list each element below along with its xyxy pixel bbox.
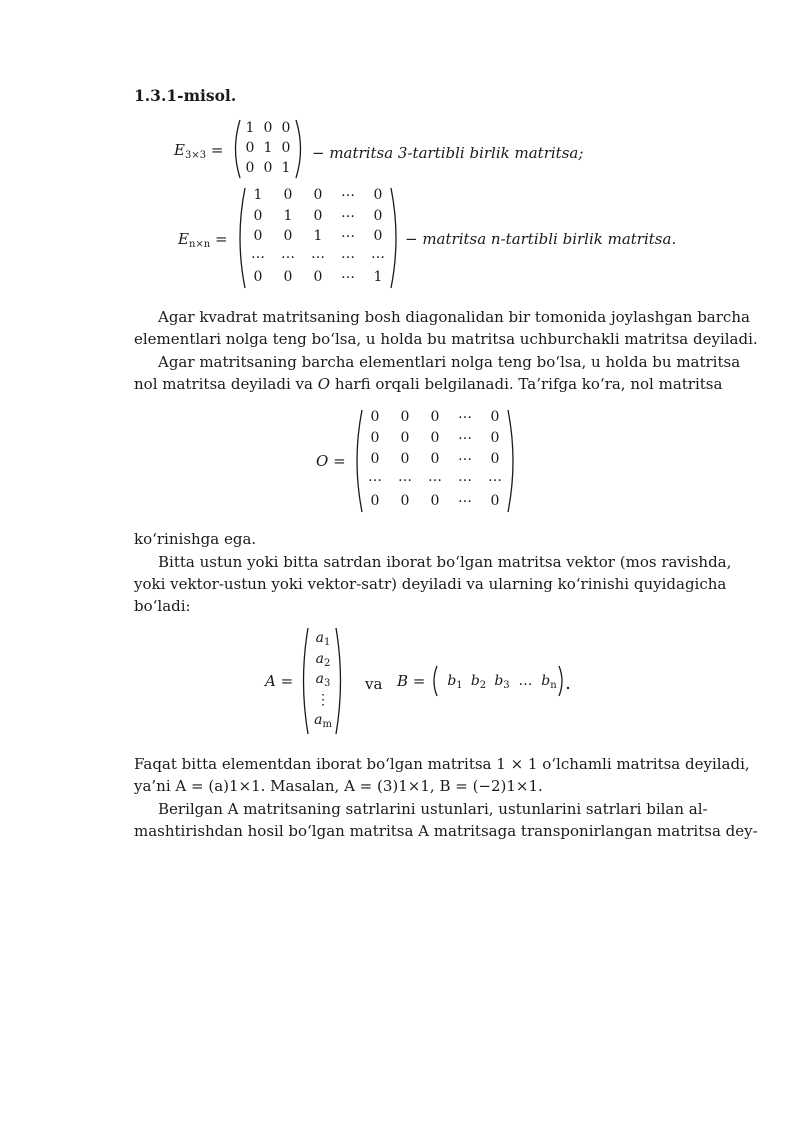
- p2-line2a: nol matritsa deyiladi va: [134, 375, 313, 393]
- e3-note: − matritsa 3-tartibli birlik matritsa;: [312, 144, 584, 162]
- en-cell: 0: [373, 228, 383, 244]
- en-cell: 1: [283, 207, 293, 224]
- zero-cell: 0: [490, 493, 500, 509]
- p4-line2: ya’ni A = (a)1×1. Masalan, A = (3)1×1, B = (−2)1×1.: [134, 777, 543, 795]
- en-cell: …: [371, 245, 385, 262]
- en-cell: 1: [253, 187, 263, 203]
- b-entry: $b_n$: [541, 673, 557, 691]
- zero-cell: 0: [490, 430, 500, 446]
- example-heading: 1.3.1-misol.: [134, 86, 237, 105]
- en-cell: 1: [313, 228, 323, 244]
- e3-cell: 1: [245, 120, 255, 136]
- zero-cell: 0: [400, 409, 410, 425]
- e3-cell: 0: [263, 160, 273, 176]
- zero-label: O =: [316, 452, 346, 470]
- zero-cell: 0: [430, 451, 440, 467]
- en-cell: …: [341, 204, 355, 221]
- vector-b-label: B =: [397, 672, 426, 690]
- p4-line1: Faqat bitta elementdan iborat bo‘lgan matritsa 1 × 1 o‘lchamli matritsa deyiladi,: [134, 755, 750, 773]
- a-entry: $a_3$: [315, 671, 331, 689]
- a-letter: A: [265, 672, 276, 690]
- zero-cell: …: [458, 469, 472, 485]
- zero-cell: 0: [370, 430, 380, 446]
- zero-cell: …: [368, 469, 382, 485]
- zero-cell: …: [398, 469, 412, 485]
- zero-cell: …: [458, 406, 472, 422]
- e3-cell: 1: [281, 160, 291, 176]
- en-cell: …: [341, 225, 355, 241]
- en-letter: E: [178, 230, 189, 248]
- b-entry: …: [518, 673, 533, 689]
- b-entry: $b_3$: [494, 673, 510, 691]
- zero-cell: 0: [430, 409, 440, 425]
- p5-line2: mashtirishdan hosil bo‘lgan matritsa A matritsaga transponirlangan matritsa dey-: [134, 822, 758, 840]
- e3-cell: 0: [263, 120, 273, 136]
- zero-cell: …: [488, 469, 502, 485]
- e3-cell: 0: [245, 140, 255, 156]
- en-cell: 0: [373, 207, 383, 224]
- p5-line1: Berilgan A matritsaning satrlarini ustunlari, ustunlarini satrlari bilan al-: [158, 800, 708, 818]
- zero-cell: 0: [430, 430, 440, 446]
- p1-line1: Agar kvadrat matritsaning bosh diagonalidan bir tomonida joylashgan barcha: [158, 308, 750, 326]
- en-cell: 0: [283, 187, 293, 203]
- zero-cell: 0: [400, 451, 410, 467]
- vector-a-label: A =: [265, 672, 294, 690]
- en-cell: 0: [253, 207, 263, 224]
- e3-cell: 0: [281, 120, 291, 136]
- en-cell: 0: [283, 269, 293, 285]
- en-cell: 0: [373, 187, 383, 203]
- e3-label: $E_{3\times 3}$ =: [174, 141, 224, 161]
- en-sub: n×n: [188, 239, 211, 250]
- zero-cell: 0: [370, 451, 380, 467]
- e3-letter: E: [174, 141, 185, 159]
- paragraph-vector: [134, 551, 732, 617]
- paragraph-1x1: [134, 753, 750, 797]
- en-label: $E_{n\times n}$ =: [178, 230, 228, 250]
- en-cell: …: [281, 245, 295, 262]
- zero-letter: O: [316, 452, 329, 470]
- p3-line1: Bitta ustun yoki bitta satrdan iborat bo‘lgan matritsa vektor (mos ravishda,: [158, 553, 732, 571]
- en-cell: 0: [283, 228, 293, 244]
- a-entry: $a_1$: [315, 630, 331, 648]
- after-zero-line: ko‘rinishga ega.: [134, 530, 257, 548]
- en-cell: 0: [313, 187, 323, 203]
- en-cell: 0: [313, 269, 323, 285]
- p2-line2b: harfi orqali belgilanadi. Ta’rifga ko‘ra, nol matritsa: [334, 375, 723, 393]
- p3-line3: bo‘ladi:: [134, 597, 191, 615]
- en-cell: …: [251, 245, 265, 262]
- b-entry: $b_2$: [470, 673, 487, 691]
- zero-cell: 0: [490, 451, 500, 467]
- en-cell: …: [341, 266, 355, 282]
- en-cell: …: [341, 245, 355, 262]
- a-entry: $a_m$: [314, 712, 332, 730]
- paragraph-zero-matrix: [134, 351, 741, 395]
- a-entry: $a_2$: [315, 650, 331, 669]
- e3-sub: 3×3: [184, 150, 207, 161]
- b-letter: B: [397, 672, 409, 690]
- va-word: va: [365, 675, 383, 693]
- e3-cell: 0: [245, 160, 255, 176]
- zero-cell: 0: [430, 493, 440, 509]
- en-cell: 0: [313, 207, 323, 224]
- zero-cell: 0: [370, 409, 380, 425]
- zero-cell: 0: [400, 430, 410, 446]
- after-zero-text: [134, 528, 700, 550]
- zero-cell: …: [428, 469, 442, 485]
- a-entry: ⋮: [316, 691, 330, 708]
- paragraph-transpose: [134, 798, 758, 842]
- p2-var: O: [317, 375, 331, 393]
- en-cell: …: [341, 184, 355, 200]
- zero-cell: …: [458, 448, 472, 464]
- p3-line2: yoki vektor-ustun yoki vektor-satr) deyiladi va ularning ko‘rinishi quyidagicha: [134, 575, 727, 593]
- en-cell: 0: [253, 269, 263, 285]
- en-cell: 1: [373, 269, 383, 285]
- p1-line2: elementlari nolga teng bo‘lsa, u holda bu matritsa uchburchakli matritsa deyiladi.: [134, 330, 758, 348]
- zero-cell: 0: [400, 493, 410, 509]
- e3-cell: 0: [281, 140, 291, 156]
- paragraph-triangular: [134, 306, 758, 350]
- b-entry: $b_1$: [447, 673, 463, 691]
- en-cell: 0: [253, 228, 263, 244]
- zero-cell: 0: [490, 409, 500, 425]
- en-cell: …: [311, 245, 325, 262]
- zero-cell: …: [458, 427, 472, 443]
- e3-cell: 1: [263, 140, 273, 156]
- p2-line1: Agar matritsaning barcha elementlari nolga teng bo‘lsa, u holda bu matritsa: [158, 353, 741, 371]
- en-note: − matritsa n-tartibli birlik matritsa.: [405, 230, 677, 248]
- zero-cell: …: [458, 490, 472, 506]
- zero-cell: 0: [370, 493, 380, 509]
